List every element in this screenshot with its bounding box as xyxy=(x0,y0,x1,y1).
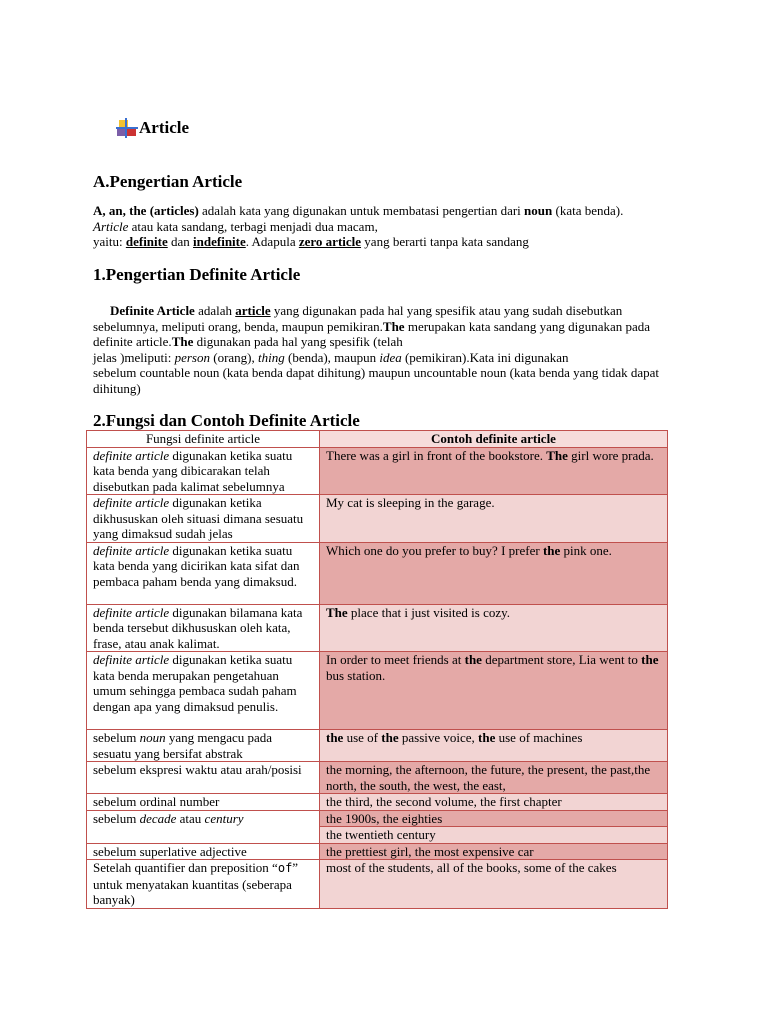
table-row xyxy=(87,843,668,860)
contoh-cell: the twentieth century xyxy=(320,827,668,844)
section-1-heading: 1.Pengertian Definite Article xyxy=(93,265,301,284)
contoh-cell: Which one do you prefer to buy? I prefer the pink one. xyxy=(320,542,668,604)
title-row xyxy=(116,118,189,138)
table-row xyxy=(87,860,668,909)
col-header-fungsi: Fungsi definite article xyxy=(87,431,320,448)
table-row xyxy=(87,542,668,604)
fungsi-cell: definite article digunakan ketika suatu kata benda yang dicirikan kata sifat dan pembaca paham benda yang dimaksud. xyxy=(87,542,320,604)
fungsi-cell: definite article digunakan ketika dikhususkan oleh situasi dimana sesuatu yang dimaksud sudah jelas xyxy=(87,495,320,543)
table-row xyxy=(87,810,668,827)
col-header-contoh: Contoh definite article xyxy=(320,431,668,448)
fungsi-cell: sebelum ekspresi waktu atau arah/posisi xyxy=(87,762,320,794)
contoh-cell: the morning, the afternoon, the future, the present, the past,the north, the south, the west, the east, xyxy=(320,762,668,794)
contoh-cell: the third, the second volume, the first chapter xyxy=(320,794,668,811)
contoh-cell: There was a girl in front of the bookstore. The girl wore prada. xyxy=(320,447,668,495)
definite-article-table xyxy=(86,430,668,909)
fungsi-cell: definite article digunakan bilamana kata benda tersebut dikhususkan oleh kata, frase, atau anak kalimat. xyxy=(87,604,320,652)
fungsi-cell: sebelum ordinal number xyxy=(87,794,320,811)
contoh-cell: the 1900s, the eighties xyxy=(320,810,668,827)
contoh-cell: the prettiest girl, the most expensive car xyxy=(320,843,668,860)
table-row xyxy=(87,730,668,762)
section-1-paragraph: Definite Article adalah article yang digunakan pada hal yang spesifik atau yang sudah disebutkan sebelumnya, meliputi orang, benda, maupun pemikiran.The merupakan kata sandang yang digunakan pada definite article.The digunakan pada hal yang spesifik (telah jelas )meliputi: person (orang), thing (benda), maupun idea (pemikiran).Kata ini digunakan sebelum countable noun (kata benda dapat dihitung) maupun uncountable noun (kata benda yang tidak dapat dihitung) xyxy=(93,303,660,396)
contoh-cell: In order to meet friends at the department store, Lia went to the bus station. xyxy=(320,652,668,730)
fungsi-cell: sebelum superlative adjective xyxy=(87,843,320,860)
fungsi-cell: sebelum noun yang mengacu pada sesuatu yang bersifat abstrak xyxy=(87,730,320,762)
fungsi-cell: definite article digunakan ketika suatu kata benda merupakan pengetahuan umum sehingga pembaca sudah paham dengan apa yang dimaksud penulis. xyxy=(87,652,320,730)
section-a-paragraph: A, an, the (articles) adalah kata yang digunakan untuk membatasi pengertian dari noun (kata benda). Article atau kata sandang, terbagi menjadi dua macam, yaitu: definite dan indefinite. Adapula zero article yang berarti tanpa kata sandang xyxy=(93,203,624,249)
table-row xyxy=(87,762,668,794)
contoh-cell: most of the students, all of the books, some of the cakes xyxy=(320,860,668,909)
document-bullet-icon xyxy=(116,118,138,138)
table-row xyxy=(87,495,668,543)
fungsi-cell: Setelah quantifier dan preposition “of” untuk menyatakan kuantitas (seberapa banyak) xyxy=(87,860,320,909)
section-2-heading: 2.Fungsi dan Contoh Definite Article xyxy=(93,411,360,430)
contoh-cell: My cat is sleeping in the garage. xyxy=(320,495,668,543)
table-row xyxy=(87,447,668,495)
contoh-cell: the use of the passive voice, the use of machines xyxy=(320,730,668,762)
contoh-cell: The place that i just visited is cozy. xyxy=(320,604,668,652)
fungsi-cell: sebelum decade atau century xyxy=(87,810,320,843)
table-row xyxy=(87,604,668,652)
table-row xyxy=(87,794,668,811)
table-row xyxy=(87,652,668,730)
page-title: Article xyxy=(139,118,190,137)
fungsi-cell: definite article digunakan ketika suatu kata benda yang dibicarakan telah disebutkan pada kalimat sebelumnya xyxy=(87,447,320,495)
table-header-row xyxy=(87,431,668,448)
section-a-heading: A.Pengertian Article xyxy=(93,172,243,191)
